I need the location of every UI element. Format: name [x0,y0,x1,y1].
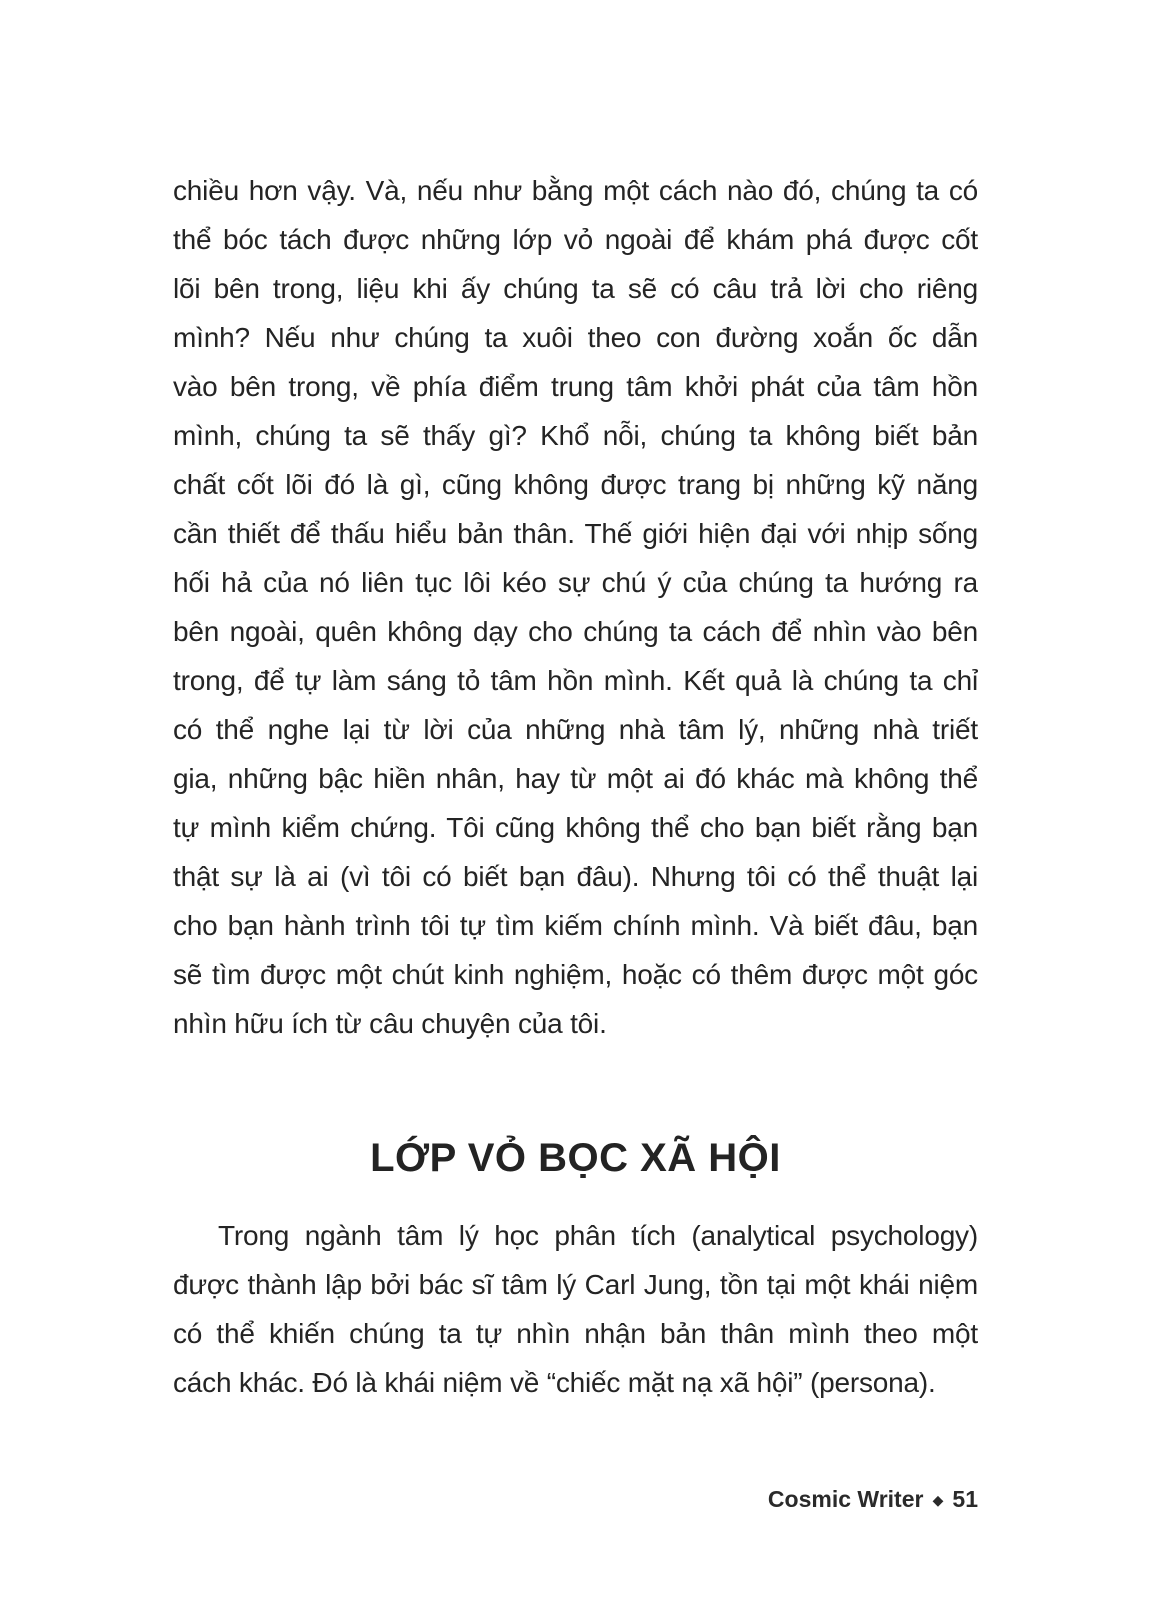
text-line: sẽ tìm được một chút kinh nghiệm, hoặc có thêm được một góc [173,959,978,990]
paragraph-persona-intro [173,1211,978,1407]
running-title: Cosmic Writer [767,1486,924,1512]
diamond-separator-icon: ◆ [932,1493,944,1509]
text-line: có thể nghe lại từ lời của những nhà tâm lý, những nhà triết [173,714,978,745]
text-line: nhìn hữu ích từ câu chuyện của tôi. [173,1008,607,1039]
section-heading: LỚP VỎ BỌC XÃ HỘI [370,1136,781,1180]
text-line: cho bạn hành trình tôi tự tìm kiếm chính mình. Và biết đâu, bạn [173,910,978,941]
text-line: tự mình kiểm chứng. Tôi cũng không thể cho bạn biết rằng bạn [173,812,978,843]
page-footer [173,1484,978,1516]
page-number: 51 [952,1486,978,1512]
text-line: có thể khiến chúng ta tự nhìn nhận bản thân mình theo một [173,1318,978,1349]
text-line: hối hả của nó liên tục lôi kéo sự chú ý của chúng ta hướng ra [173,567,978,598]
text-line: bên ngoài, quên không dạy cho chúng ta cách để nhìn vào bên [173,616,978,647]
text-line: Trong ngành tâm lý học phân tích (analytical psychology) [218,1220,978,1251]
text-line: cần thiết để thấu hiểu bản thân. Thế giới hiện đại với nhịp sống [173,518,978,549]
text-line: mình, chúng ta sẽ thấy gì? Khổ nỗi, chúng ta không biết bản [173,420,978,451]
text-line: thể bóc tách được những lớp vỏ ngoài để khám phá được cốt [173,224,978,255]
text-line: vào bên trong, về phía điểm trung tâm khởi phát của tâm hồn [173,371,978,402]
text-line: gia, những bậc hiền nhân, hay từ một ai đó khác mà không thể [173,763,978,794]
text-line: cách khác. Đó là khái niệm về “chiếc mặt nạ xã hội” (persona). [173,1367,936,1398]
text-line: thật sự là ai (vì tôi có biết bạn đâu). Nhưng tôi có thể thuật lại [173,861,978,892]
text-line: được thành lập bởi bác sĩ tâm lý Carl Jung, tồn tại một khái niệm [173,1269,978,1300]
text-line: trong, để tự làm sáng tỏ tâm hồn mình. Kết quả là chúng ta chỉ [173,665,978,696]
text-line: chiều hơn vậy. Và, nếu như bằng một cách nào đó, chúng ta có [173,175,978,206]
text-line: chất cốt lõi đó là gì, cũng không được trang bị những kỹ năng [173,469,978,500]
paragraph-continued [173,166,978,1048]
text-line: lõi bên trong, liệu khi ấy chúng ta sẽ có câu trả lời cho riêng [173,273,978,304]
text-line: mình? Nếu như chúng ta xuôi theo con đường xoắn ốc dẫn [173,322,978,353]
